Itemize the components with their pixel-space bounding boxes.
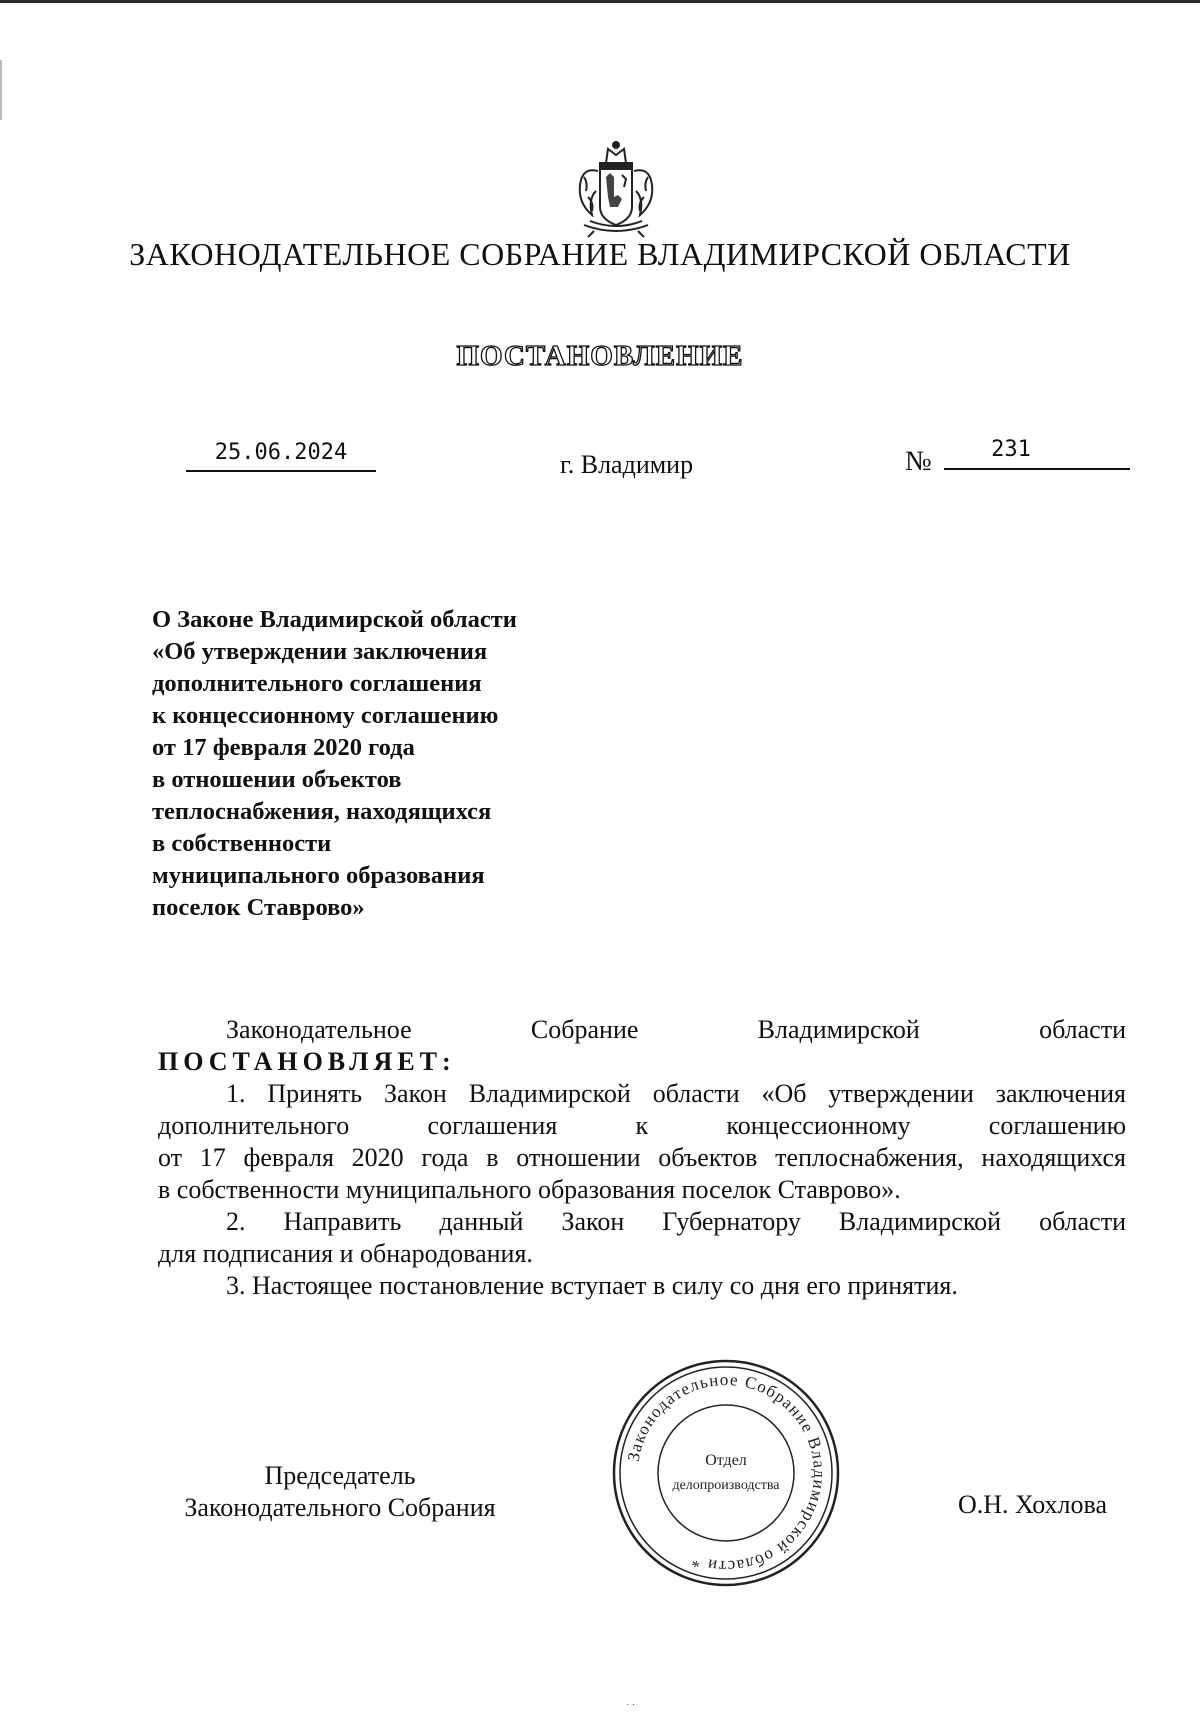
date-underline: [186, 470, 376, 472]
subject-line: поселок Ставрово»: [152, 894, 365, 921]
signatory-position: [160, 1460, 520, 1524]
scan-border-top: [0, 0, 1200, 3]
coat-of-arms-icon: [570, 137, 662, 241]
document-city: г. Владимир: [560, 450, 694, 479]
document-body: [158, 1014, 1126, 1302]
signatory-name: О.Н. Хохлова: [958, 1490, 1107, 1519]
subject-line: в собственности: [152, 830, 332, 857]
stamp-center-line1: Отдел: [705, 1452, 747, 1469]
position-line: Председатель: [264, 1461, 416, 1490]
item-1-line: 1. Принять Закон Владимирской области «Об утверждении заключения: [226, 1079, 1126, 1108]
subject-line: в отношении объектов: [152, 766, 402, 793]
item-1-line: в собственности муниципального образования поселок Ставрово».: [158, 1175, 901, 1204]
number-underline: [944, 468, 1130, 470]
subject-line: муниципального образования: [152, 862, 485, 889]
stamp-ring-text: Законодательное Собрание Владимирской области *: [623, 1369, 830, 1577]
document-number: 231: [991, 437, 1031, 462]
document-subject: [152, 604, 612, 924]
stamp-center-line2: делопроизводства: [672, 1478, 780, 1493]
item-2-line: для подписания и обнародования.: [158, 1239, 533, 1268]
official-stamp: [610, 1357, 842, 1589]
position-line: Законодательного Собрания: [184, 1493, 496, 1522]
preamble: Законодательное Собрание Владимирской области: [226, 1015, 1126, 1044]
item-1-line: дополнительного соглашения к концессионному соглашению: [158, 1111, 1126, 1140]
subject-line: от 17 февраля 2020 года: [152, 734, 415, 761]
subject-line: «Об утверждении заключения: [152, 638, 488, 665]
item-3: 3. Настоящее постановление вступает в силу со дня его принятия.: [226, 1271, 958, 1300]
document-type-title: ПОСТАНОВЛЕНИЕ: [456, 340, 744, 372]
item-1-line: от 17 февраля 2020 года в отношении объектов теплоснабжения, находящихся: [158, 1143, 1126, 1172]
item-2-line: 2. Направить данный Закон Губернатору Владимирской области: [226, 1207, 1126, 1236]
subject-line: к концессионному соглашению: [152, 702, 499, 729]
number-sign: №: [905, 446, 932, 477]
subject-line: дополнительного соглашения: [152, 670, 482, 697]
document-date: 25.06.2024: [214, 440, 348, 465]
organization-title: ЗАКОНОДАТЕЛЬНОЕ СОБРАНИЕ ВЛАДИМИРСКОЙ ОБЛАСТИ: [129, 236, 1071, 272]
scan-mark-left: [0, 60, 2, 120]
subject-line: О Законе Владимирской области: [152, 606, 517, 633]
decree-word: ПОСТАНОВЛЯЕТ:: [158, 1047, 456, 1076]
subject-line: теплоснабжения, находящихся: [152, 798, 492, 825]
scan-artifact: · ·: [626, 1700, 636, 1711]
